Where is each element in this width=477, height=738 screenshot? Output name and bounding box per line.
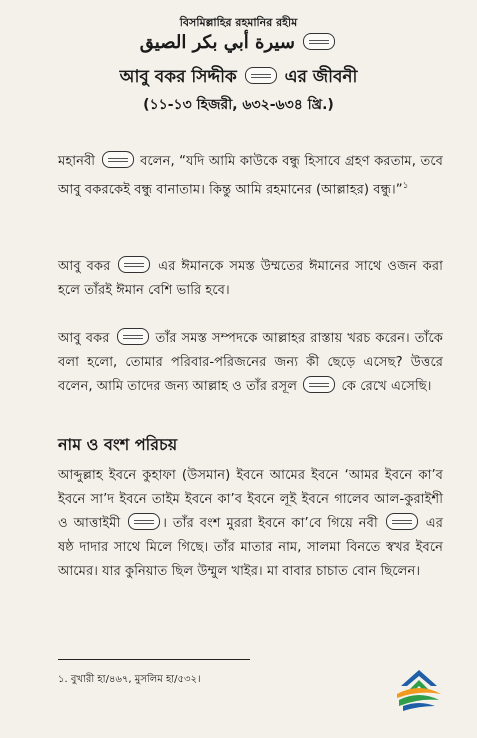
honorific-icon: [245, 67, 277, 84]
paragraph-text: তাঁর সমস্ত সম্পদকে আল্লাহর রাস্তায় খরচ করেন। তাঁকে বলা হলো, তোমার পরিবার-পরিজনের জন্য কী ছেড়ে এসেছ? উত্তরে বলেন, আমি তাদের জন্য আল্লাহ ও তাঁর রসূল: [58, 331, 443, 394]
lineage-paragraph: [58, 464, 443, 584]
paragraph-text: এর ঈমানকে সমস্ত উম্মতের ঈমানের সাথে ওজন করা হলে তাঁরই ঈমান বেশি ভারি হবে।: [58, 259, 443, 298]
page-title: [0, 64, 477, 92]
honorific-icon: [303, 33, 335, 50]
honorific-icon: [117, 328, 149, 345]
paragraph-text: । তাঁর বংশ মুররা ইবনে কা’বে গিয়ে নবী: [162, 516, 378, 531]
footnote: ১. বুখারী হা/৪৬৭, মুসলিম হা/৫৩২।: [58, 674, 201, 685]
paragraph-text: আবু বকর: [58, 259, 111, 274]
paragraph-text: এর ষষ্ঠ দাদার সাথে মিলে গিছে। তাঁর মাতার নাম, সালমা বিনতে স্বখর ইবনে আমের। যার কুনিয়াত ছিল উম্মুল খাইর। মা বাবার চাচাত বোন ছিলেন।: [58, 516, 443, 579]
title-suffix: এর জীবনী: [284, 67, 358, 87]
title-name: আবু বকর সিদ্দীক: [119, 67, 237, 87]
publisher-logo-icon: [393, 668, 445, 712]
arabic-title-text: سيرة أبي بكر الصيق: [139, 32, 295, 53]
salawat-icon: [386, 513, 418, 530]
footnote-divider: [58, 659, 250, 660]
paragraph-text: আব্দুল্লাহ ইবনে কুহাফা (উসমান) ইবনে আমের ইবনে ‘আমর ইবনে কা’ব ইবনে সা’দ ইবনে তাইম ইবনে কা’ব ইবনে লূই ইবনে গালেব আল-কুরাইশী ও আত্তাইমী: [58, 468, 443, 531]
page-subtitle: (১১-১৩ হিজরী, ৬৩২-৬৩৪ খ্রি.): [143, 97, 334, 113]
bismillah-line: বিসমিল্লাহির রহমানির রহীম: [179, 16, 298, 29]
footnote-marker: ১: [402, 181, 409, 191]
paragraph-text: আবু বকর: [58, 331, 110, 346]
honorific-icon: [128, 513, 160, 530]
salawat-icon: [102, 151, 134, 168]
paragraph-1: [58, 150, 443, 202]
arabic-title: [0, 32, 477, 53]
salawat-icon: [303, 376, 335, 393]
paragraph-text: মহানবী: [58, 154, 96, 169]
paragraph-2: [58, 255, 443, 303]
paragraph-3: [58, 327, 443, 399]
paragraph-text: বলেন, “যদি আমি কাউকে বন্ধু হিসাবে গ্রহণ করতাম, তবে আবু বকরকেই বন্ধু বানাতাম। কিন্তু আমি রহমানের (আল্লাহর) বন্ধু।”: [58, 154, 443, 198]
section-heading: নাম ও বংশ পরিচয়: [58, 435, 178, 454]
honorific-icon: [118, 256, 150, 273]
paragraph-text: কে রেখে এসেছি।: [341, 379, 432, 394]
